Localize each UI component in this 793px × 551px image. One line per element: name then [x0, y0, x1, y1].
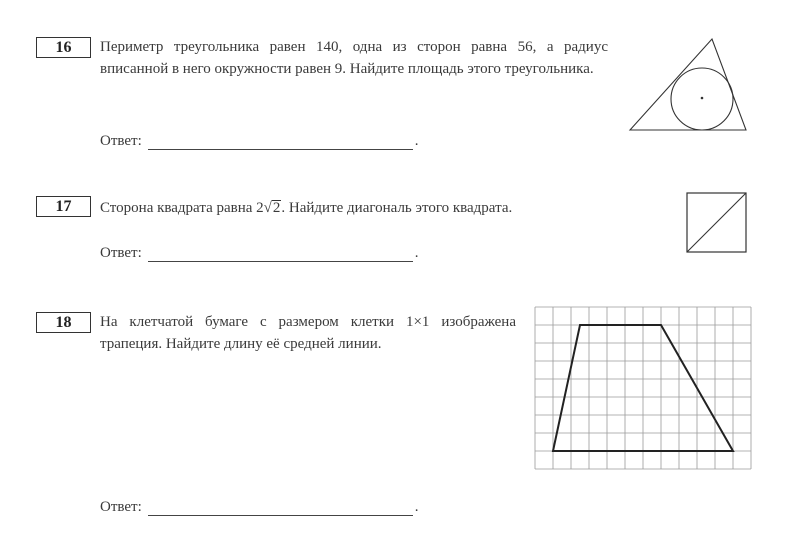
- answer-end: .: [414, 133, 419, 149]
- problem-16-number-box: [36, 37, 91, 58]
- problem-17-number: 17: [55, 197, 72, 215]
- problem-17-coef: 2: [256, 200, 264, 216]
- problem-17-text: [100, 197, 512, 219]
- problem-16-answer: [100, 133, 419, 150]
- answer-end: .: [414, 245, 419, 261]
- problem-17-answer: [100, 245, 419, 262]
- answer-input-line[interactable]: [148, 134, 413, 150]
- incircle-center: [701, 97, 704, 100]
- square-diagonal: [687, 193, 746, 252]
- problem-17-number-box: [36, 196, 91, 217]
- answer-label: Ответ:: [100, 245, 142, 261]
- problem-17-radicand: 2: [272, 200, 281, 216]
- grid-trapezoid-figure: [535, 307, 751, 469]
- answer-input-line[interactable]: [148, 500, 413, 516]
- answer-label: Ответ:: [100, 133, 142, 149]
- radical-sign: √: [263, 200, 272, 216]
- answer-end: .: [414, 499, 419, 515]
- triangle-shape: [630, 39, 746, 130]
- answer-label: Ответ:: [100, 499, 142, 515]
- problem-18-number-box: [36, 312, 91, 333]
- problem-16-number: 16: [55, 38, 72, 56]
- problem-18-answer: [100, 499, 419, 516]
- problem-18-text: На клетчатой бумаге с размером клетки 1×1 изображена трапеция. Найдите длину её средней линии.: [100, 314, 516, 352]
- problem-17-text-after: . Найдите диагональ этого квадрата.: [281, 200, 513, 216]
- problem-18-number: 18: [55, 313, 72, 331]
- answer-input-line[interactable]: [148, 246, 413, 262]
- triangle-with-incircle-figure: [628, 36, 750, 132]
- square-with-diagonal-figure: [686, 192, 748, 254]
- problem-16-text: Периметр треугольника равен 140, одна из сторон равна 56, а радиус вписанной в него окружности равен 9. Найдите площадь этого треугольника.: [100, 39, 608, 77]
- problem-17-text-before: Сторона квадрата равна: [100, 200, 257, 216]
